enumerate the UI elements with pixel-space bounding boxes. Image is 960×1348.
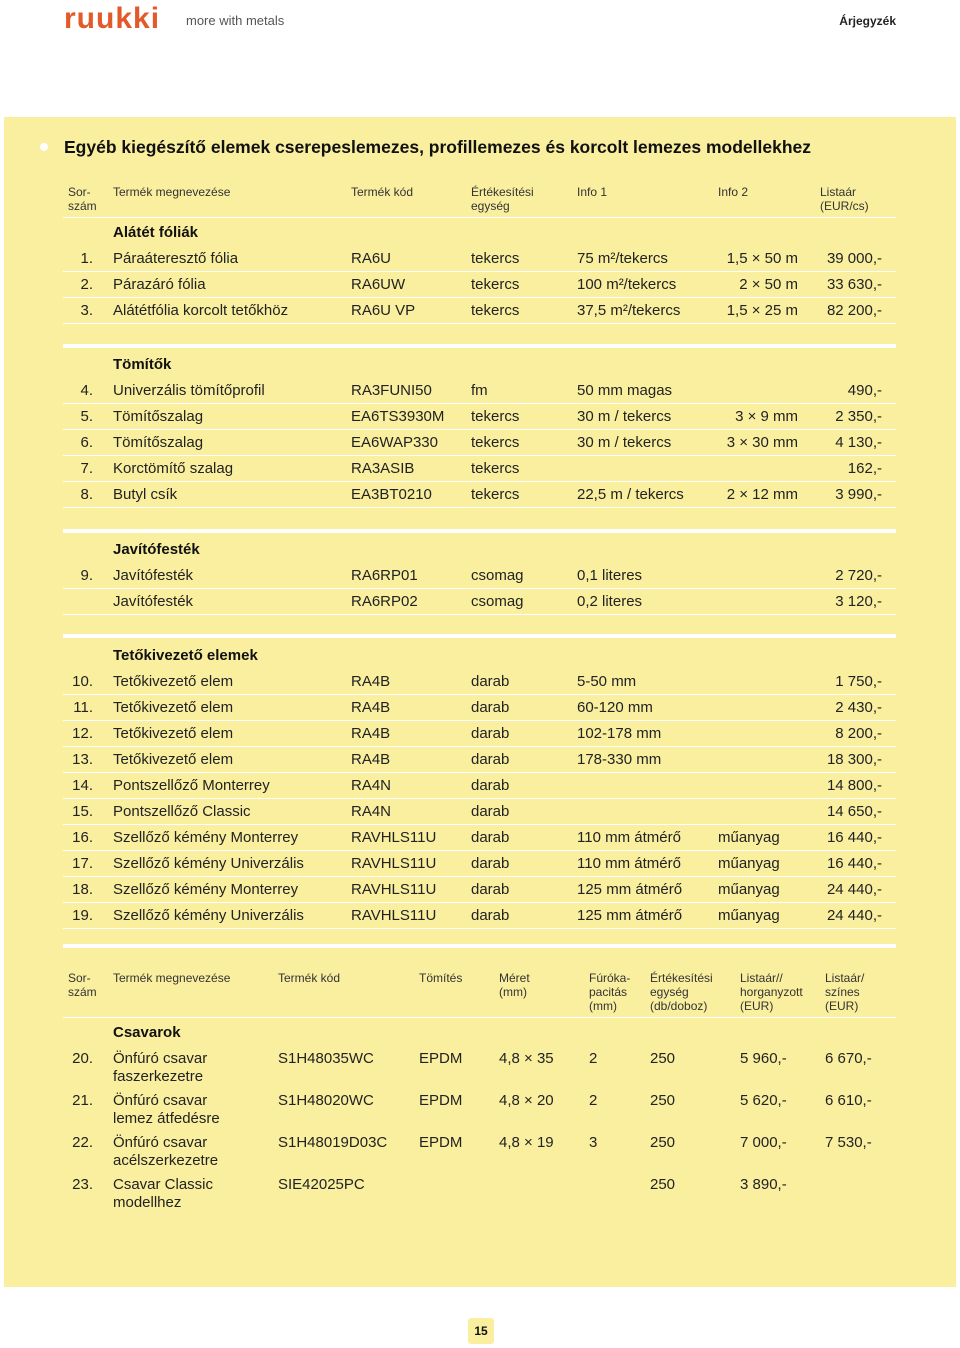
row-divider [63,403,896,404]
row-divider [63,588,896,589]
section-title: Tömítők [113,356,172,373]
t1-cell-info1: 125 mm átmérő [577,907,683,924]
t1-cell-name: Tetőkivezető elem [113,751,234,768]
t1-cell-num: 12. [72,725,93,742]
t1-cell-code: RA4B [351,699,391,716]
t1-cell-code: EA3BT0210 [351,486,432,503]
t1-cell-unit: darab [471,751,510,768]
t1-cell-name: Tömítőszalag [113,408,204,425]
t2-cell-size: 4,8 × 19 [499,1134,554,1151]
t1-cell-price: 14 650,- [826,803,882,820]
t1-cell-info2: műanyag [718,881,780,898]
t1-header-info1: Info 1 [577,185,608,199]
t1-cell-unit: tekercs [471,486,520,503]
t2-cell-name: Önfúró csavar faszerkezetre [113,1050,208,1085]
section-title: Alátét fóliák [113,224,199,241]
t1-cell-num: 17. [72,855,93,872]
t1-cell-name: Szellőző kémény Univerzális [113,855,304,872]
t1-cell-unit: darab [471,907,510,924]
t1-cell-price: 490,- [847,382,882,399]
t1-cell-unit: csomag [471,567,524,584]
t1-cell-info1: 60-120 mm [577,699,653,716]
t1-cell-num: 9. [80,567,93,584]
section-title: Csavarok [113,1024,181,1041]
row-divider [63,481,896,482]
row-divider [63,772,896,773]
t2-cell-code: SIE42025PC [278,1176,365,1193]
section-title: Tetőkivezető elemek [113,647,258,664]
t1-cell-code: RAVHLS11U [351,855,437,872]
t1-cell-info1: 50 mm magas [577,382,673,399]
t2-header-seal: Tömítés [419,971,463,985]
t2-header-code: Termék kód [278,971,341,985]
t2-cell-num: 21. [72,1092,93,1109]
t1-cell-num: 10. [72,673,93,690]
t2-header-price-galv: Listaár// horganyzott (EUR) [740,971,803,1013]
t2-cell-num: 20. [72,1050,93,1067]
t1-cell-code: RA4N [351,777,392,794]
t1-cell-unit: darab [471,777,510,794]
section-separator [63,944,896,948]
t1-cell-unit: darab [471,699,510,716]
t1-cell-unit: darab [471,803,510,820]
t1-header-unit: Értékesítési egység [471,185,534,213]
t2-cell-price-color: 6 670,- [825,1050,872,1067]
t2-cell-drill: 2 [589,1092,598,1109]
row-divider [63,902,896,903]
t1-cell-num: 13. [72,751,93,768]
t1-cell-price: 14 800,- [826,777,882,794]
t1-cell-unit: darab [471,673,510,690]
row-divider [63,746,896,747]
t1-cell-unit: darab [471,881,510,898]
t1-cell-name: Tetőkivezető elem [113,699,234,716]
t1-cell-unit: tekercs [471,460,520,477]
t1-cell-info2: 2 × 50 m [739,276,798,293]
t1-cell-price: 3 120,- [835,593,882,610]
t1-cell-info1: 102-178 mm [577,725,662,742]
t1-cell-price: 1 750,- [835,673,882,690]
t1-cell-info2: műanyag [718,855,780,872]
t2-header-unit: Értékesítési egység (db/doboz) [650,971,713,1013]
t2-cell-price-galv: 3 890,- [740,1176,787,1193]
t1-cell-code: RAVHLS11U [351,829,437,846]
t1-cell-unit: fm [471,382,488,399]
t1-cell-num: 3. [80,302,93,319]
t2-cell-price-galv: 5 620,- [740,1092,787,1109]
row-divider [63,455,896,456]
t1-cell-unit: darab [471,829,510,846]
t1-header-code: Termék kód [351,185,414,199]
t1-cell-code: RA4N [351,803,392,820]
t1-cell-name: Tömítőszalag [113,434,204,451]
t1-cell-num: 5. [80,408,93,425]
t1-cell-info1: 22,5 m / tekercs [577,486,684,503]
t1-cell-info1: 110 mm átmérő [577,855,681,872]
t1-cell-price: 24 440,- [826,907,882,924]
t1-cell-info2: műanyag [718,829,780,846]
row-divider [63,928,896,929]
t1-cell-info1: 110 mm átmérő [577,829,681,846]
t1-cell-info2: műanyag [718,907,780,924]
t2-cell-price-galv: 7 000,- [740,1134,787,1151]
t1-header-num: Sor- szám [68,185,97,213]
t1-cell-num: 16. [72,829,93,846]
t1-cell-price: 16 440,- [826,829,882,846]
t1-cell-price: 39 000,- [826,250,882,267]
t1-cell-code: RA6UW [351,276,406,293]
t1-cell-name: Butyl csík [113,486,178,503]
t1-cell-name: Pontszellőző Classic [113,803,251,820]
t2-header-num: Sor- szám [68,971,97,999]
t1-header-price: Listaár (EUR/cs) [820,185,869,213]
t1-cell-price: 33 630,- [826,276,882,293]
t2-cell-code: S1H48020WC [278,1092,374,1109]
t1-cell-code: RA4B [351,673,391,690]
section-title: Javítófesték [113,541,200,558]
t1-cell-code: RA6U [351,250,392,267]
t1-cell-price: 3 990,- [835,486,882,503]
t2-cell-drill: 2 [589,1050,598,1067]
t1-cell-num: 11. [73,699,93,716]
t1-cell-num: 1. [80,250,93,267]
t2-cell-name: Csavar Classic modellhez [113,1176,214,1211]
t1-cell-info1: 75 m²/tekercs [577,250,668,267]
t1-cell-name: Szellőző kémény Monterrey [113,829,299,846]
t1-cell-name: Szellőző kémény Monterrey [113,881,299,898]
row-divider [63,850,896,851]
t1-cell-info1: 0,1 literes [577,567,643,584]
t2-cell-num: 23. [72,1176,93,1193]
t2-cell-unit: 250 [650,1092,676,1109]
t1-cell-info2: 1,5 × 50 m [726,250,798,267]
t1-cell-code: RA6RP01 [351,567,418,584]
t2-cell-size: 4,8 × 35 [499,1050,554,1067]
t1-cell-code: RA4B [351,751,391,768]
t1-cell-name: Pontszellőző Monterrey [113,777,270,794]
row-divider [63,798,896,799]
t1-cell-code: RA3ASIB [351,460,415,477]
t2-cell-price-color: 6 610,- [825,1092,872,1109]
page-header [0,0,960,50]
t1-cell-num: 6. [80,434,93,451]
t1-cell-name: Alátétfólia korcolt tetőkhöz [113,302,289,319]
row-divider [63,720,896,721]
t1-cell-unit: darab [471,855,510,872]
t2-header-price-color: Listaár/ színes (EUR) [825,971,865,1013]
t1-cell-unit: tekercs [471,408,520,425]
t2-cell-price-color: 7 530,- [825,1134,872,1151]
t1-cell-price: 8 200,- [835,725,882,742]
t2-cell-unit: 250 [650,1134,676,1151]
row-divider [63,507,896,508]
divider [63,1017,896,1018]
t2-cell-seal: EPDM [419,1050,463,1067]
row-divider [63,614,896,615]
t2-cell-name: Önfúró csavar lemez átfedésre [113,1092,220,1127]
t1-cell-num: 8. [80,486,93,503]
t1-cell-code: RAVHLS11U [351,881,437,898]
t1-cell-price: 24 440,- [826,881,882,898]
t1-cell-code: RA3FUNI50 [351,382,432,399]
t1-cell-num: 2. [80,276,93,293]
t1-cell-unit: tekercs [471,434,520,451]
row-divider [63,694,896,695]
bullet-icon [40,143,48,151]
t1-cell-code: EA6TS3930M [351,408,445,425]
divider [63,217,896,218]
t2-header-drill: Fúróka- pacitás (mm) [589,971,631,1013]
t2-cell-name: Önfúró csavar acélszerkezetre [113,1134,219,1169]
t1-cell-num: 15. [72,803,93,820]
t1-cell-info2: 2 × 12 mm [726,486,798,503]
t2-cell-size: 4,8 × 20 [499,1092,554,1109]
section-separator [63,344,896,348]
t1-cell-info1: 100 m²/tekercs [577,276,677,293]
document-title: Árjegyzék [839,14,896,28]
t1-cell-price: 18 300,- [826,751,882,768]
t1-cell-unit: tekercs [471,276,520,293]
t2-cell-code: S1H48035WC [278,1050,374,1067]
t1-cell-num: 19. [72,907,93,924]
row-divider [63,429,896,430]
t1-cell-info1: 5-50 mm [577,673,637,690]
page-number: 15 [468,1318,494,1344]
t1-cell-code: RA6U VP [351,302,416,319]
t2-cell-unit: 250 [650,1176,676,1193]
t1-header-info2: Info 2 [718,185,749,199]
t1-cell-name: Korctömítő szalag [113,460,234,477]
t1-cell-name: Páraáteresztő fólia [113,250,239,267]
t1-cell-price: 2 720,- [835,567,882,584]
row-divider [63,323,896,324]
t1-cell-name: Javítófesték [113,593,194,610]
t1-cell-info1: 30 m / tekercs [577,408,672,425]
t2-cell-drill: 3 [589,1134,598,1151]
t1-cell-name: Javítófesték [113,567,194,584]
t1-cell-num: 18. [72,881,93,898]
t2-cell-unit: 250 [650,1050,676,1067]
t1-cell-info2: 1,5 × 25 m [726,302,798,319]
t1-cell-price: 2 350,- [835,408,882,425]
row-divider [63,297,896,298]
t1-cell-info1: 0,2 literes [577,593,643,610]
t1-cell-code: EA6WAP330 [351,434,438,451]
t1-cell-unit: darab [471,725,510,742]
row-divider [63,876,896,877]
t2-header-size: Méret (mm) [499,971,530,999]
section-heading: Egyéb kiegészítő elemek cserepeslemezes, profillemezes és korcolt lemezes modellekhez [64,137,812,157]
logo-tagline: more with metals [186,13,285,28]
t1-cell-price: 82 200,- [826,302,882,319]
t1-cell-info2: 3 × 9 mm [735,408,798,425]
t1-header-name: Termék megnevezése [113,185,231,199]
t1-cell-code: RA6RP02 [351,593,418,610]
t2-cell-seal: EPDM [419,1092,463,1109]
t1-cell-unit: csomag [471,593,524,610]
t1-cell-num: 4. [80,382,93,399]
t1-cell-price: 4 130,- [835,434,882,451]
t2-cell-num: 22. [72,1134,93,1151]
t1-cell-price: 162,- [847,460,882,477]
t1-cell-name: Szellőző kémény Univerzális [113,907,304,924]
t1-cell-info1: 125 mm átmérő [577,881,683,898]
t1-cell-info1: 37,5 m²/tekercs [577,302,681,319]
t1-cell-code: RAVHLS11U [351,907,437,924]
t1-cell-info1: 178-330 mm [577,751,662,768]
t1-cell-unit: tekercs [471,302,520,319]
t2-cell-seal: EPDM [419,1134,463,1151]
t1-cell-price: 16 440,- [826,855,882,872]
t1-cell-code: RA4B [351,725,391,742]
t1-cell-price: 2 430,- [835,699,882,716]
t1-cell-name: Tetőkivezető elem [113,673,234,690]
section-separator [63,529,896,533]
t1-cell-info2: 3 × 30 mm [726,434,798,451]
t1-cell-name: Párazáró fólia [113,276,206,293]
t1-cell-num: 7. [80,460,93,477]
section-separator [63,634,896,638]
row-divider [63,824,896,825]
ruukki-logo: ruukki [64,2,161,35]
t2-cell-code: S1H48019D03C [278,1134,388,1151]
t2-cell-price-galv: 5 960,- [740,1050,787,1067]
t1-cell-unit: tekercs [471,250,520,267]
t2-header-name: Termék megnevezése [113,971,231,985]
row-divider [63,271,896,272]
t1-cell-info1: 30 m / tekercs [577,434,672,451]
t1-cell-num: 14. [72,777,93,794]
t1-cell-name: Tetőkivezető elem [113,725,234,742]
t1-cell-name: Univerzális tömítőprofil [113,382,265,399]
